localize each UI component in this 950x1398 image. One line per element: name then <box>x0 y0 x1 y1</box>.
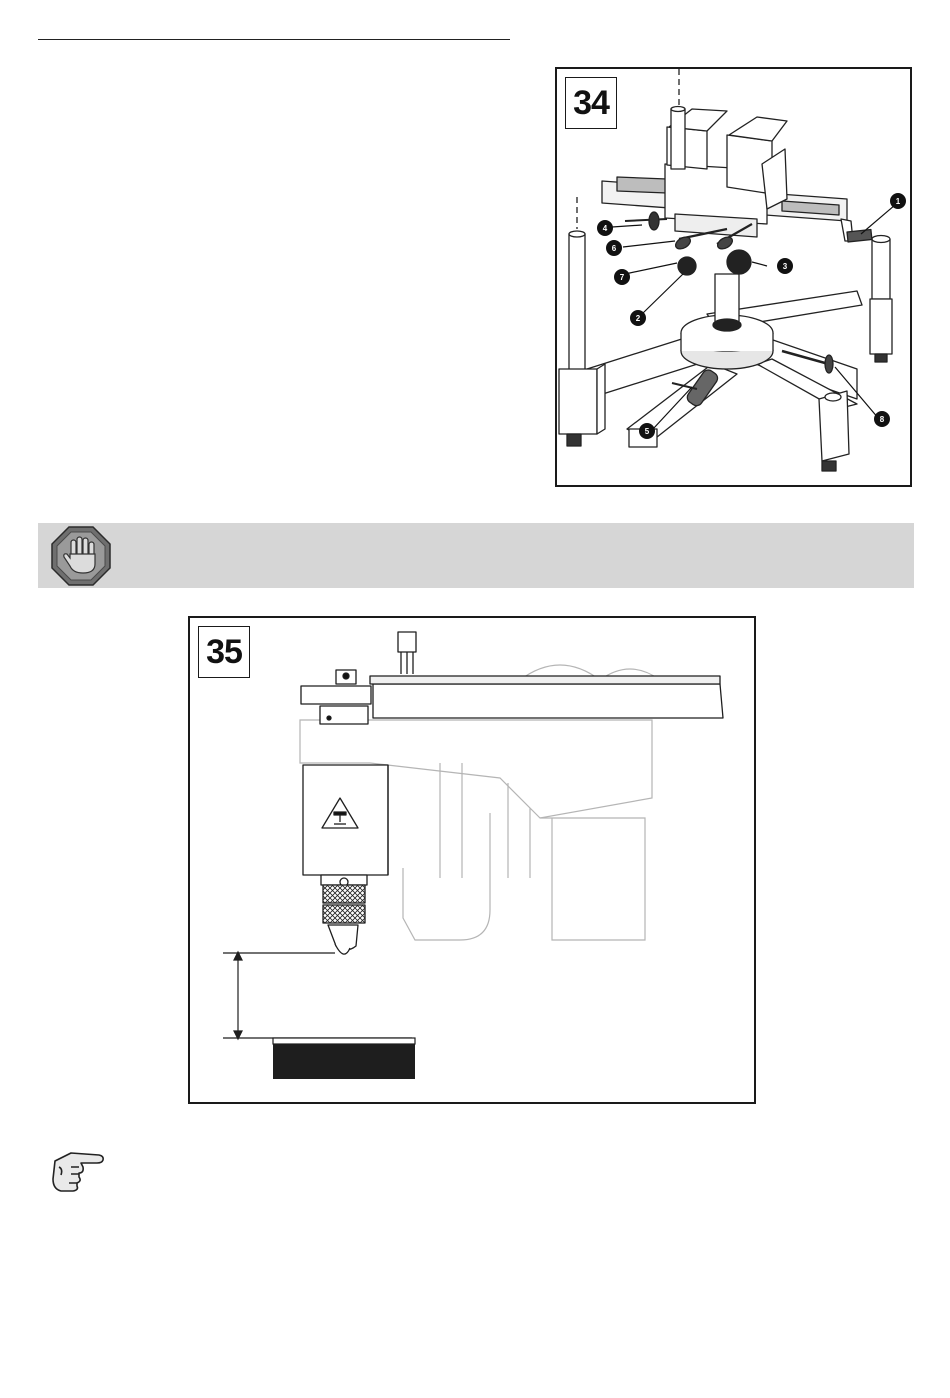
figure-34 <box>555 67 912 487</box>
figure-35 <box>188 616 756 1104</box>
callout-6: 6 <box>611 244 617 253</box>
callout-7: 7 <box>619 273 625 282</box>
figure-35-number: 35 <box>198 626 250 678</box>
callout-5: 5 <box>644 427 650 436</box>
callout-8: 8 <box>879 415 885 424</box>
header-rule <box>38 39 510 40</box>
callout-3: 3 <box>782 262 788 271</box>
figure-34-illustration <box>557 69 910 485</box>
callout-4: 4 <box>602 224 608 233</box>
figure-34-number: 34 <box>565 77 617 129</box>
figure-35-illustration <box>190 618 754 1102</box>
pointing-hand-icon <box>49 1145 105 1195</box>
callout-2: 2 <box>635 314 641 323</box>
warning-band <box>38 523 914 588</box>
stop-hand-icon <box>51 526 111 586</box>
callout-1: 1 <box>895 197 901 206</box>
